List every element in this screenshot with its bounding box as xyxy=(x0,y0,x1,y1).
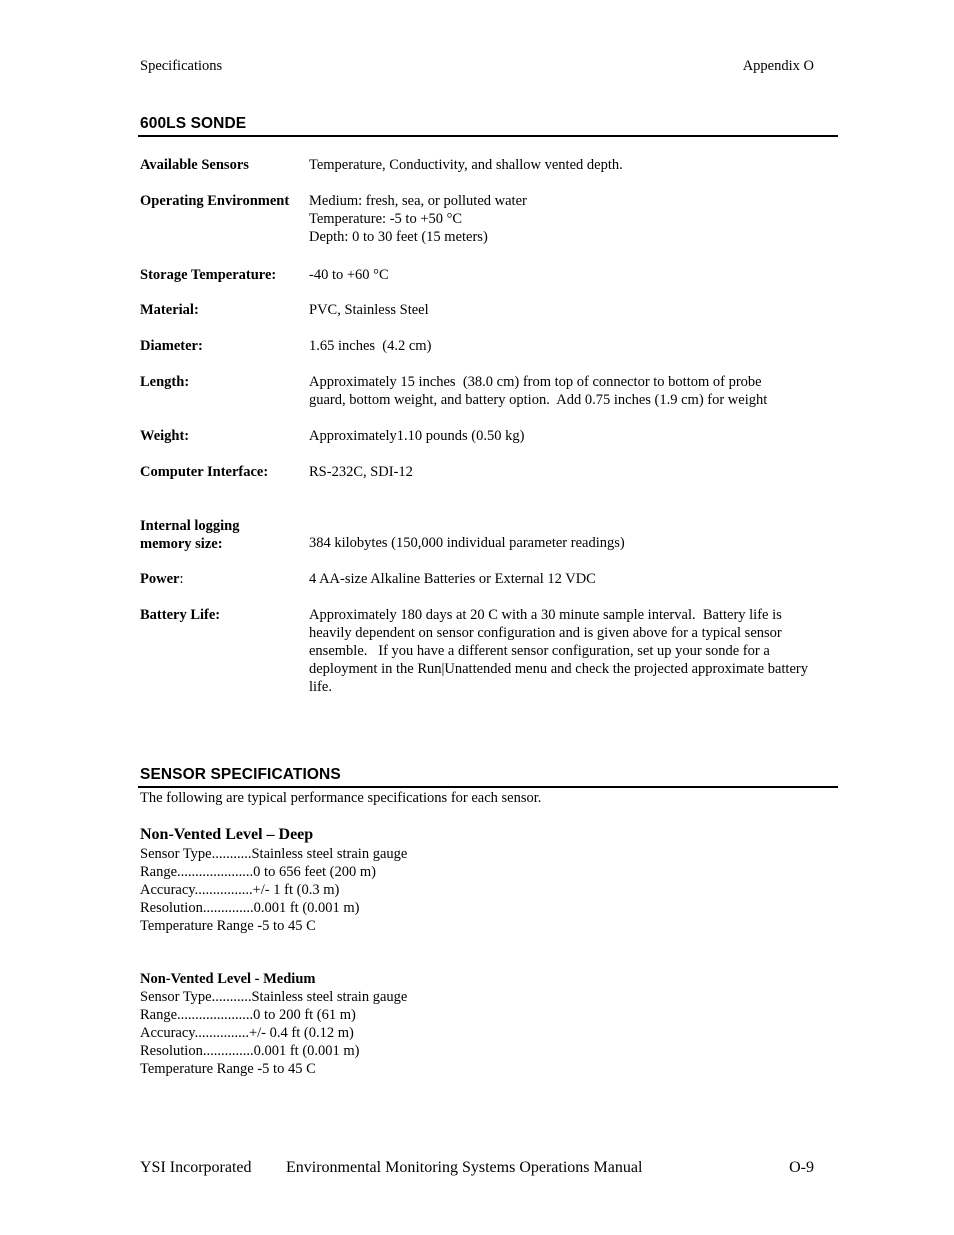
spec-label-available-sensors: Available Sensors xyxy=(140,157,249,173)
running-header-section: Specifications xyxy=(140,58,223,74)
spec-value-storage-temperature xyxy=(309,266,814,284)
spec-label-computer-interface: Computer Interface: xyxy=(140,464,269,480)
sensor-spec-row: Sensor Type...........Stainless steel strain gauge xyxy=(140,846,408,862)
sensor-spec-row: Sensor Type...........Stainless steel strain gauge xyxy=(140,989,408,1005)
spec-value-power xyxy=(309,570,814,588)
spec-value-weight xyxy=(309,427,814,445)
sensor-spec-row: Accuracy................+/- 1 ft (0.3 m) xyxy=(140,882,340,898)
spec-value-line: 1.65 inches (4.2 cm) xyxy=(309,338,432,354)
spec-label-text: Power xyxy=(140,571,180,587)
spec-label-diameter: Diameter: xyxy=(140,338,203,354)
sensor-block-non-vented-level-deep xyxy=(140,825,560,935)
spec-value-line: guard, bottom weight, and battery option. Add 0.75 inches (1.9 cm) for weight xyxy=(309,392,768,408)
spec-label-line: memory size: xyxy=(140,536,223,552)
sensor-title: Non-Vented Level – Deep xyxy=(140,826,314,843)
section-title-sensor-specifications: SENSOR SPECIFICATIONS xyxy=(140,766,341,783)
spec-value-material xyxy=(309,301,814,319)
spec-value-computer-interface xyxy=(309,463,814,481)
spec-label-storage-temperature: Storage Temperature: xyxy=(140,267,277,283)
sensor-spec-row: Temperature Range -5 to 45 C xyxy=(140,1061,316,1077)
spec-value-operating-environment xyxy=(309,192,814,246)
sensor-block-non-vented-level-medium xyxy=(140,970,560,1078)
spec-label-material: Material: xyxy=(140,302,199,318)
spec-label-operating-environment: Operating Environment xyxy=(140,193,290,209)
spec-value-diameter xyxy=(309,337,814,355)
spec-label-battery-life: Battery Life: xyxy=(140,607,221,623)
sensor-title: Non-Vented Level - Medium xyxy=(140,971,316,987)
running-header-appendix: Appendix O xyxy=(742,58,814,74)
spec-value-line: PVC, Stainless Steel xyxy=(309,302,429,318)
spec-value-line: 384 kilobytes (150,000 individual parameter readings) xyxy=(309,535,625,551)
section-divider xyxy=(138,135,838,137)
spec-label-weight: Weight: xyxy=(140,428,190,444)
footer-company: YSI Incorporated xyxy=(140,1159,252,1176)
section-divider xyxy=(138,786,838,788)
spec-value-available-sensors xyxy=(309,156,814,174)
sensor-spec-row: Range.....................0 to 656 feet (200 m) xyxy=(140,864,376,880)
spec-label-internal-logging-memory-size xyxy=(140,517,308,553)
spec-value-line: Medium: fresh, sea, or polluted water xyxy=(309,193,527,209)
sensor-spec-row: Resolution..............0.001 ft (0.001 m) xyxy=(140,1043,360,1059)
sensor-spec-row: Range.....................0 to 200 ft (61 m) xyxy=(140,1007,356,1023)
spec-label-length: Length: xyxy=(140,374,190,390)
section-title-600ls-sonde: 600LS SONDE xyxy=(140,115,247,132)
spec-value-line: RS-232C, SDI-12 xyxy=(309,464,413,480)
spec-label-colon: : xyxy=(179,571,184,587)
spec-value-internal-logging-memory-size xyxy=(309,534,814,552)
footer-page-number: O-9 xyxy=(789,1159,814,1176)
sensor-spec-row: Accuracy...............+/- 0.4 ft (0.12 m) xyxy=(140,1025,354,1041)
spec-value-line: Approximately 15 inches (38.0 cm) from top of connector to bottom of probe xyxy=(309,374,762,390)
footer-manual-title: Environmental Monitoring Systems Operations Manual xyxy=(286,1159,643,1176)
spec-value-line: 4 AA-size Alkaline Batteries or External 12 VDC xyxy=(309,571,596,587)
spec-value-paragraph: Approximately 180 days at 20 C with a 30 minute sample interval. Battery life is heavily dependent on sensor configuration and is given above for a typical sensor ensemble. If you have a different sensor configuration, set up your sonde for a deployment in the Run|Unattended menu and check the projected approximate battery life. xyxy=(309,607,812,695)
sensor-spec-row: Resolution..............0.001 ft (0.001 m) xyxy=(140,900,360,916)
spec-value-line: Temperature, Conductivity, and shallow vented depth. xyxy=(309,157,623,173)
spec-label-line: Internal logging xyxy=(140,518,240,534)
spec-value-line: Depth: 0 to 30 feet (15 meters) xyxy=(309,229,488,245)
spec-value-length xyxy=(309,373,814,409)
spec-value-line: Approximately1.10 pounds (0.50 kg) xyxy=(309,428,525,444)
spec-value-battery-life xyxy=(309,606,814,696)
sensor-specifications-intro: The following are typical performance specifications for each sensor. xyxy=(140,790,542,806)
spec-value-line: -40 to +60 °C xyxy=(309,267,389,283)
sensor-spec-row: Temperature Range -5 to 45 C xyxy=(140,918,316,934)
spec-value-line: Temperature: -5 to +50 °C xyxy=(309,211,463,227)
spec-label-power xyxy=(140,570,308,588)
